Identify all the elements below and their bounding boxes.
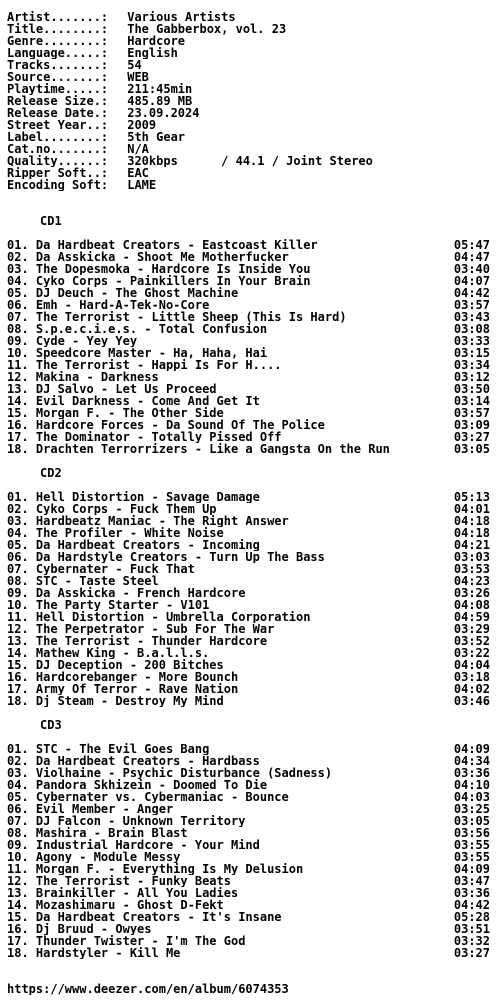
track-row <box>7 887 490 899</box>
track-row <box>7 899 490 911</box>
track-title: 12. The Perpetrator - Sub For The War <box>7 623 275 635</box>
track-title: 18. Drachten Terrorrizers - Like a Gangsta On the Run <box>7 443 390 455</box>
track-row <box>7 767 490 779</box>
track-row <box>7 371 490 383</box>
track-duration: 04:18 <box>453 527 490 539</box>
track-title: 03. Hardbeatz Maniac - The Right Answer <box>7 515 289 527</box>
section-spacer <box>7 227 490 239</box>
track-title: 14. Mozashimaru - Ghost D-Fekt <box>7 899 224 911</box>
metadata-label: Release Size.: <box>7 95 109 107</box>
track-row <box>7 947 490 959</box>
track-title: 14. Mathew King - B.a.l.l.s. <box>7 647 210 659</box>
metadata-label: Source.......: <box>7 71 109 83</box>
metadata-label: Release Date.: <box>7 107 109 119</box>
tracklist-block <box>7 191 490 959</box>
track-duration: 03:57 <box>453 299 490 311</box>
metadata-value: 485.89 MB <box>127 95 193 107</box>
track-duration: 03:52 <box>453 635 490 647</box>
track-row <box>7 671 490 683</box>
track-duration: 03:40 <box>453 263 490 275</box>
track-duration: 03:50 <box>453 383 490 395</box>
track-row <box>7 935 490 947</box>
track-duration: 03:22 <box>453 647 490 659</box>
track-row <box>7 791 490 803</box>
track-duration: 04:23 <box>453 575 490 587</box>
metadata-label: Label........: <box>7 131 109 143</box>
track-title: 01. STC - The Evil Goes Bang <box>7 743 210 755</box>
metadata-row <box>7 107 490 119</box>
track-row <box>7 443 490 455</box>
metadata-row <box>7 179 490 191</box>
metadata-value: Various Artists <box>127 11 236 23</box>
track-row <box>7 755 490 767</box>
track-title: 05. Da Hardbeat Creators - Incoming <box>7 539 260 551</box>
track-title: 13. The Terrorist - Thunder Hardcore <box>7 635 268 647</box>
track-title: 12. The Terrorist - Funky Beats <box>7 875 231 887</box>
track-title: 06. Evil Member - Anger <box>7 803 174 815</box>
track-row <box>7 323 490 335</box>
track-duration: 03:55 <box>453 851 490 863</box>
track-duration: 03:26 <box>453 587 490 599</box>
track-row <box>7 911 490 923</box>
metadata-value: WEB <box>127 71 149 83</box>
track-row <box>7 623 490 635</box>
track-title: 07. DJ Falcon - Unknown Territory <box>7 815 246 827</box>
track-row <box>7 299 490 311</box>
track-duration: 04:42 <box>453 287 490 299</box>
track-duration: 03:29 <box>453 623 490 635</box>
metadata-row <box>7 119 490 131</box>
track-row <box>7 239 490 251</box>
section-spacer <box>7 191 490 215</box>
track-row <box>7 359 490 371</box>
track-title: 17. Thunder Twister - I'm The God <box>7 935 246 947</box>
cd-heading: CD3 <box>40 719 62 731</box>
track-row <box>7 779 490 791</box>
track-row <box>7 275 490 287</box>
track-duration: 04:42 <box>453 899 490 911</box>
track-row <box>7 527 490 539</box>
track-title: 17. The Dominator - Totally Pissed Off <box>7 431 282 443</box>
track-row <box>7 839 490 851</box>
track-duration: 03:55 <box>453 839 490 851</box>
track-title: 08. STC - Taste Steel <box>7 575 159 587</box>
track-title: 18. Hardstyler - Kill Me <box>7 947 181 959</box>
track-title: 05. Cybernater vs. Cybermaniac - Bounce <box>7 791 289 803</box>
track-row <box>7 647 490 659</box>
track-title: 08. S.p.e.c.i.e.s. - Total Confusion <box>7 323 268 335</box>
track-row <box>7 587 490 599</box>
metadata-row <box>7 71 490 83</box>
track-title: 06. Emh - Hard-A-Tek-No-Core <box>7 299 210 311</box>
track-title: 11. Hell Distortion - Umbrella Corporation <box>7 611 311 623</box>
metadata-row <box>7 59 490 71</box>
track-row <box>7 539 490 551</box>
track-row <box>7 311 490 323</box>
track-duration: 03:05 <box>453 815 490 827</box>
track-duration: 03:33 <box>453 335 490 347</box>
metadata-row <box>7 155 490 167</box>
section-spacer <box>7 731 490 743</box>
track-duration: 03:15 <box>453 347 490 359</box>
track-title: 10. The Party Starter - V101 <box>7 599 210 611</box>
release-info-document <box>7 11 490 995</box>
metadata-value: LAME <box>127 179 157 191</box>
metadata-label: Encoding Soft: <box>7 179 109 191</box>
track-title: 10. Agony - Module Messy <box>7 851 181 863</box>
track-row <box>7 635 490 647</box>
track-row <box>7 695 490 707</box>
track-title: 09. Cyde - Yey Yey <box>7 335 138 347</box>
track-title: 03. The Dopesmoka - Hardcore Is Inside You <box>7 263 311 275</box>
metadata-label: Artist.......: <box>7 11 109 23</box>
track-row <box>7 851 490 863</box>
track-title: 15. DJ Deception - 200 Bitches <box>7 659 224 671</box>
track-title: 02. Cyko Corps - Fuck Them Up <box>7 503 217 515</box>
metadata-row <box>7 131 490 143</box>
track-row <box>7 563 490 575</box>
track-duration: 03:56 <box>453 827 490 839</box>
section-spacer <box>7 455 490 467</box>
track-row <box>7 383 490 395</box>
track-row <box>7 599 490 611</box>
track-duration: 04:18 <box>453 515 490 527</box>
track-row <box>7 263 490 275</box>
track-title: 04. Cyko Corps - Painkillers In Your Brain <box>7 275 311 287</box>
track-title: 04. Pandora Skhizein - Doomed To Die <box>7 779 268 791</box>
metadata-row <box>7 11 490 23</box>
cd-heading: CD2 <box>40 467 62 479</box>
track-duration: 04:47 <box>453 251 490 263</box>
track-title: 07. Cybernater - Fuck That <box>7 563 195 575</box>
track-duration: 03:36 <box>453 887 490 899</box>
track-row <box>7 827 490 839</box>
track-duration: 03:51 <box>453 923 490 935</box>
track-duration: 05:28 <box>453 911 490 923</box>
metadata-label: Tracks.......: <box>7 59 109 71</box>
metadata-row <box>7 167 490 179</box>
track-duration: 04:07 <box>453 275 490 287</box>
track-title: 15. Da Hardbeat Creators - It's Insane <box>7 911 282 923</box>
track-title: 17. Army Of Terror - Rave Nation <box>7 683 239 695</box>
metadata-row <box>7 23 490 35</box>
metadata-row <box>7 143 490 155</box>
track-duration: 05:47 <box>453 239 490 251</box>
track-row <box>7 431 490 443</box>
track-title: 01. Da Hardbeat Creators - Eastcoast Killer <box>7 239 318 251</box>
section-spacer <box>7 479 490 491</box>
track-duration: 03:47 <box>453 875 490 887</box>
track-duration: 04:01 <box>453 503 490 515</box>
track-duration: 03:43 <box>453 311 490 323</box>
track-row <box>7 575 490 587</box>
metadata-value: 5th Gear <box>127 131 186 143</box>
track-title: 11. Morgan F. - Everything Is My Delusion <box>7 863 304 875</box>
cd-heading: CD1 <box>40 215 62 227</box>
track-duration: 04:21 <box>453 539 490 551</box>
track-row <box>7 395 490 407</box>
metadata-value: The Gabberbox, vol. 23 <box>127 23 287 35</box>
metadata-label: Language.....: <box>7 47 109 59</box>
track-title: 14. Evil Darkness - Come And Get It <box>7 395 260 407</box>
metadata-value: 54 <box>127 59 142 71</box>
metadata-row <box>7 47 490 59</box>
track-row <box>7 419 490 431</box>
track-title: 03. Violhaine - Psychic Disturbance (Sadness) <box>7 767 333 779</box>
track-duration: 04:02 <box>453 683 490 695</box>
track-row <box>7 611 490 623</box>
track-title: 18. Dj Steam - Destroy My Mind <box>7 695 224 707</box>
track-row <box>7 251 490 263</box>
metadata-label: Playtime.....: <box>7 83 109 95</box>
track-duration: 03:14 <box>453 395 490 407</box>
track-title: 13. DJ Salvo - Let Us Proceed <box>7 383 217 395</box>
track-title: 01. Hell Distortion - Savage Damage <box>7 491 260 503</box>
track-duration: 03:25 <box>453 803 490 815</box>
track-duration: 03:32 <box>453 935 490 947</box>
metadata-row <box>7 35 490 47</box>
track-duration: 03:34 <box>453 359 490 371</box>
track-row <box>7 551 490 563</box>
track-duration: 03:08 <box>453 323 490 335</box>
track-row <box>7 515 490 527</box>
track-duration: 03:46 <box>453 695 490 707</box>
metadata-row <box>7 95 490 107</box>
track-duration: 03:27 <box>453 431 490 443</box>
track-title: 05. DJ Deuch - The Ghost Machine <box>7 287 239 299</box>
metadata-value: N/A <box>127 143 149 155</box>
metadata-value: 2009 <box>127 119 157 131</box>
metadata-label: Street Year..: <box>7 119 109 131</box>
track-row <box>7 743 490 755</box>
track-duration: 04:09 <box>453 743 490 755</box>
track-title: 16. Hardcorebanger - More Bounch <box>7 671 239 683</box>
track-duration: 03:09 <box>453 419 490 431</box>
track-title: 12. Makina - Darkness <box>7 371 159 383</box>
track-title: 15. Morgan F. - The Other Side <box>7 407 224 419</box>
track-title: 02. Da Asskicka - Shoot Me Motherfucker <box>7 251 289 263</box>
track-title: 11. The Terrorist - Happi Is For H.... <box>7 359 282 371</box>
track-row <box>7 875 490 887</box>
track-duration: 04:59 <box>453 611 490 623</box>
track-duration: 04:08 <box>453 599 490 611</box>
track-row <box>7 803 490 815</box>
track-title: 10. Speedcore Master - Ha, Haha, Hai <box>7 347 268 359</box>
metadata-label: Quality......: <box>7 155 109 167</box>
track-duration: 03:36 <box>453 767 490 779</box>
track-row <box>7 815 490 827</box>
track-duration: 04:34 <box>453 755 490 767</box>
metadata-label: Genre........: <box>7 35 109 47</box>
metadata-value: English <box>127 47 178 59</box>
track-row <box>7 863 490 875</box>
track-duration: 04:09 <box>453 863 490 875</box>
track-title: 04. The Profiler - White Noise <box>7 527 224 539</box>
track-title: 08. Mashira - Brain Blast <box>7 827 188 839</box>
track-row <box>7 287 490 299</box>
track-row <box>7 659 490 671</box>
track-duration: 03:53 <box>453 563 490 575</box>
track-title: 16. Dj Bruud - Owyes <box>7 923 152 935</box>
metadata-label: Ripper Soft..: <box>7 167 109 179</box>
section-spacer <box>7 707 490 719</box>
metadata-value: EAC <box>127 167 149 179</box>
metadata-value: 211:45min <box>127 83 193 95</box>
metadata-block <box>7 11 490 191</box>
track-duration: 04:04 <box>453 659 490 671</box>
metadata-value: 23.09.2024 <box>127 107 200 119</box>
metadata-value: Hardcore <box>127 35 186 47</box>
track-title: 07. The Terrorist - Little Sheep (This Is Hard) <box>7 311 347 323</box>
track-duration: 03:57 <box>453 407 490 419</box>
track-duration: 03:12 <box>453 371 490 383</box>
track-row <box>7 923 490 935</box>
metadata-label: Cat.no.......: <box>7 143 109 155</box>
track-duration: 03:18 <box>453 671 490 683</box>
track-duration: 04:10 <box>453 779 490 791</box>
track-duration: 03:27 <box>453 947 490 959</box>
metadata-label: Title........: <box>7 23 109 35</box>
track-duration: 03:03 <box>453 551 490 563</box>
track-title: 02. Da Hardbeat Creators - Hardbass <box>7 755 260 767</box>
track-title: 16. Hardcore Forces - Da Sound Of The Police <box>7 419 325 431</box>
track-duration: 05:13 <box>453 491 490 503</box>
track-row <box>7 683 490 695</box>
track-title: 09. Industrial Hardcore - Your Mind <box>7 839 260 851</box>
track-row <box>7 347 490 359</box>
track-duration: 04:03 <box>453 791 490 803</box>
track-row <box>7 407 490 419</box>
track-duration: 03:05 <box>453 443 490 455</box>
metadata-value: 320kbps / 44.1 / Joint Stereo <box>127 155 373 167</box>
album-url[interactable]: https://www.deezer.com/en/album/6074353 <box>7 983 289 995</box>
track-title: 06. Da Hardstyle Creators - Turn Up The Bass <box>7 551 325 563</box>
track-title: 13. Brainkiller - All You Ladies <box>7 887 239 899</box>
track-row <box>7 503 490 515</box>
track-row <box>7 491 490 503</box>
track-row <box>7 335 490 347</box>
track-title: 09. Da Asskicka - French Hardcore <box>7 587 246 599</box>
metadata-row <box>7 83 490 95</box>
